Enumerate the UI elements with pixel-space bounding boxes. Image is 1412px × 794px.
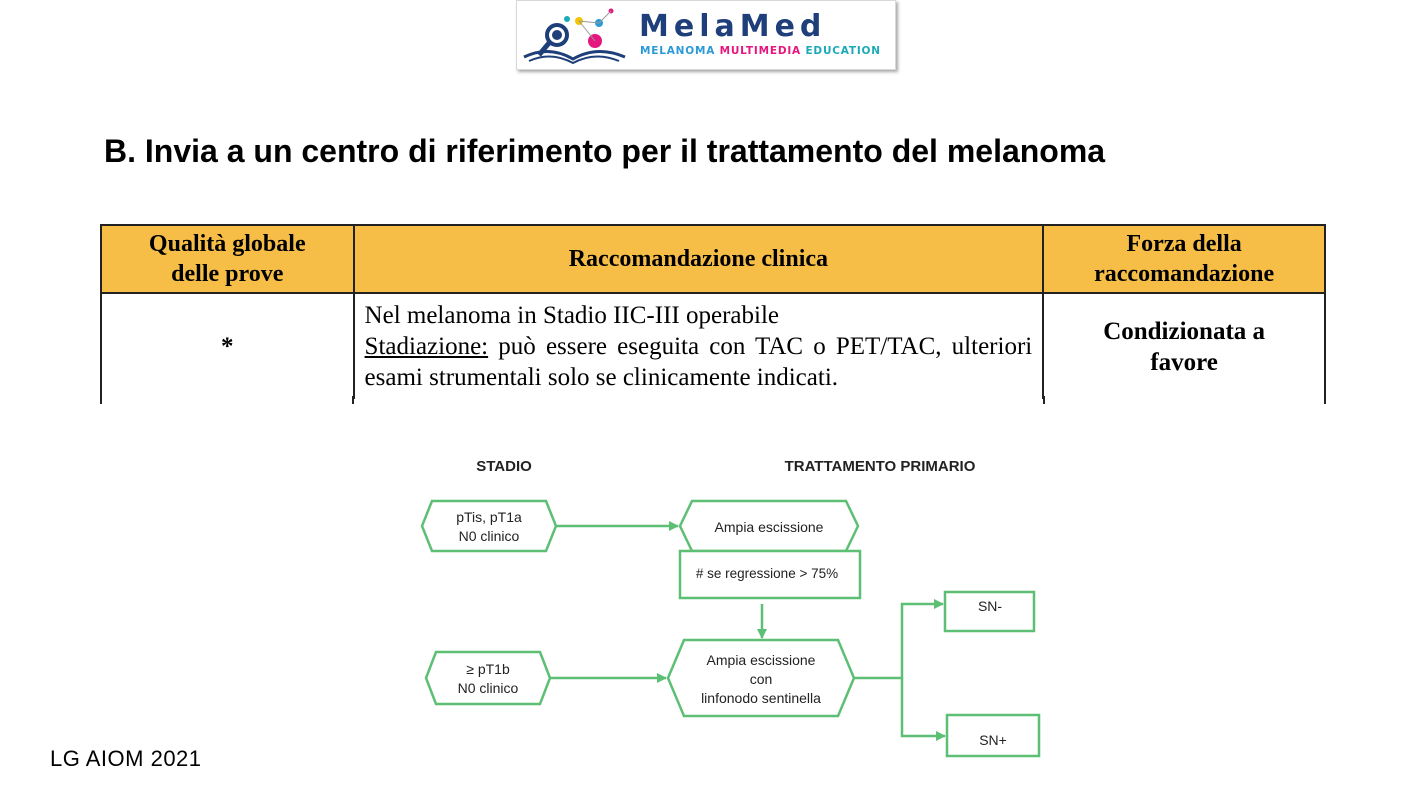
logo-brand: MelaMed — [639, 9, 827, 44]
cell-quality: * — [101, 293, 354, 400]
stage-1-line1: pTis, pT1a — [456, 509, 522, 525]
source-footer: LG AIOM 2021 — [50, 746, 202, 771]
treatment-2-line1: Ampia escissione — [706, 652, 816, 668]
outcome-sn-positive: SN+ — [979, 732, 1007, 748]
treatment-2-line2: con — [749, 671, 773, 687]
header-strength: Forza della raccomandazione — [1043, 225, 1325, 293]
treatment-2-line3: linfonodo sentinella — [701, 690, 821, 706]
treatment-1-label: Ampia escissione — [714, 519, 824, 535]
header-recommendation: Raccomandazione clinica — [354, 225, 1044, 293]
arrow-to-sn-negative — [854, 604, 943, 678]
stage-2-line2: N0 clinico — [457, 680, 519, 696]
stage-2-line1: ≥ pT1b — [466, 661, 510, 677]
header-quality: Qualità globale delle prove — [101, 225, 354, 293]
cell-strength: Condizionata a favore — [1043, 293, 1325, 400]
stage-1-line2: N0 clinico — [458, 528, 520, 544]
column-header-treatment: TRATTAMENTO PRIMARIO — [784, 458, 976, 475]
outcome-sn-negative: SN- — [977, 598, 1003, 614]
note-label: # se regressione > 75% — [695, 566, 839, 581]
logo-tagline: MELANOMA MULTIMEDIA EDUCATION — [640, 45, 881, 57]
slide-title: B. Invia a un centro di riferimento per il trattamento del melanoma — [104, 133, 1106, 169]
cell-recommendation: Nel melanoma in Stadio IIC-III operabile Stadiazione: può essere eseguita con TAC o PET/TAC, ulteriori esami strumentali solo se clinicamente indicati. — [354, 293, 1044, 400]
column-header-stage: STADIO — [476, 458, 532, 475]
arrow-to-sn-positive — [902, 678, 945, 736]
stage-2-node — [426, 652, 550, 704]
